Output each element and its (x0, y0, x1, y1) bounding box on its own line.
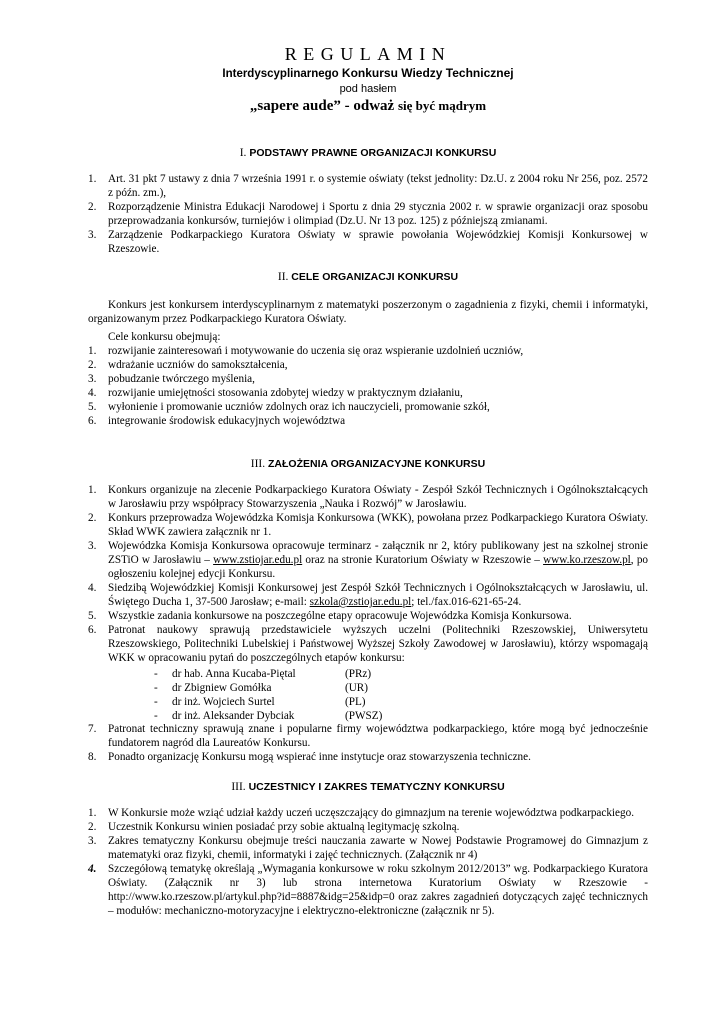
section-title: PODSTAWY PRAWNE ORGANIZACJI KONKURSU (249, 147, 497, 159)
patrons-list (88, 667, 648, 723)
list-item (88, 200, 648, 228)
item-number: 1. (88, 807, 97, 819)
item-text: Szczegółową tematykę określają „Wymagania konkursowe w roku szkolnym 2012/2013” wg. Podkarpackiego Kuratora Oświaty. (Załącznik nr 3) lub strona internetowa Kuratorium Oświaty w Rzeszowie - http://www.ko.rzeszow.pl/artykul.php?id=8887&idg=25&idp=0 oraz zakres zagadnień dotyczących zajęć technicznych – modułów: mechaniczno-motoryzacyjne i elektryczno-elektroniczne (załącznik nr 5). (108, 863, 648, 917)
email-link[interactable]: szkola@zstiojar.edu.pl (309, 596, 412, 608)
list-item (88, 483, 648, 511)
bullet-dash: - (154, 682, 158, 694)
section-heading-legal-basis (88, 146, 648, 160)
section-title: CELE ORGANIZACJI KONKURSU (291, 271, 459, 283)
list-item (88, 400, 648, 414)
patron-name: dr inż. Aleksander Dybciak (172, 710, 295, 722)
patron-institution: (PWSZ) (345, 710, 383, 722)
legal-basis-list (88, 172, 648, 256)
contest-name (88, 66, 648, 81)
patron-name: dr hab. Anna Kucaba-Piętal (172, 668, 296, 680)
item-number: 6. (88, 624, 97, 636)
patron-row (88, 709, 648, 723)
item-text-part1: Wojewódzka Komisja Konkursowa opracowuje terminarz - załącznik nr 2, który publikowany jest na szkolnej stronie ZSTiO w Jarosławiu – (108, 540, 648, 566)
item-text: Art. 31 pkt 7 ustawy z dnia 7 września 1991 r. o systemie oświaty (tekst jednolity: Dz.U. z 2004 roku Nr 256, poz. 2572 z późn. zm.), (108, 173, 648, 199)
list-item (88, 806, 648, 820)
item-number: 3. (88, 540, 97, 552)
item-number: 4. (88, 582, 97, 594)
list-item (88, 581, 648, 609)
item-text: Patronat naukowy sprawują przedstawiciele wyższych uczelni (Politechniki Rzeszowskiej, Uniwersytetu Rzeszowskiego, Politechniki Lubelskiej i Państwowej Wyższej Szkoły Zawodowej w Jarosławiu), którzy wspomagają WKK w opracowaniu pytań do poszczególnych etapów konkursu: (108, 624, 648, 664)
patron-name: dr inż. Wojciech Surtel (172, 696, 275, 708)
list-item (88, 820, 648, 834)
item-number: 5. (88, 401, 97, 413)
list-item (88, 862, 648, 918)
item-text: Zarządzenie Podkarpackiego Kuratora Oświaty w sprawie powołania Wojewódzkiej Komisji Konkursowej w Rzeszowie. (108, 229, 648, 255)
section-title: UCZESTNICY I ZAKRES TEMATYCZNY KONKURSU (248, 781, 505, 793)
section-number: III. (231, 781, 249, 793)
contest-name-part2: Konkursu Wiedzy Technicznej (341, 66, 514, 80)
item-number: 2. (88, 821, 97, 833)
item-text: Rozporządzenie Ministra Edukacji Narodowej i Sportu z dnia 29 stycznia 2002 r. w sprawie organizacji oraz sposobu przeprowadzania konkursów, turniejów i olimpiad (Dz.U. Nr 13 poz. 125) z późniejszą zmianami. (108, 201, 648, 227)
patron-institution: (PL) (345, 696, 366, 708)
patron-row (88, 667, 648, 681)
motto-part2: się być mądrym (397, 98, 487, 113)
section-title: ZAŁOŻENIA ORGANIZACYJNE KONKURSU (268, 458, 486, 470)
item-text: wyłonienie i promowanie uczniów zdolnych oraz ich nauczycieli, promowanie szkół, (108, 401, 490, 413)
list-item (88, 750, 648, 764)
motto (88, 97, 648, 115)
participants-list (88, 806, 648, 918)
section-heading-participants (88, 780, 648, 794)
list-item (88, 623, 648, 665)
item-text-part3: , po ogłoszeniu kolejnej edycji Konkursu. (108, 554, 649, 580)
motto-intro: pod hasłem (339, 83, 397, 95)
item-text-part1: Siedzibą Wojewódzkiej Komisji Konkursowej jest Zespół Szkół Technicznych i Ogólnokształcących w Jarosławiu, ul. Świętego Ducha 1, 37-500 Jarosław; e-mail: (108, 582, 648, 608)
bullet-dash: - (154, 668, 158, 680)
list-item (88, 414, 648, 428)
goals-list (88, 344, 648, 428)
item-text: rozwijanie zainteresowań i motywowanie do uczenia się oraz wspieranie uzdolnień uczniów, (108, 345, 524, 357)
section-heading-organization (88, 457, 648, 471)
goals-intro-paragraph: Konkurs jest konkursem interdyscyplinarnym z matematyki poszerzonym o zagadnienia z fizyki, chemii i informatyki, organizowanym przez Podkarpackiego Kuratora Oświaty. (88, 299, 648, 325)
item-text: Konkurs organizuje na zlecenie Podkarpackiego Kuratora Oświaty - Zespół Szkół Technicznych i Ogólnokształcących w Jarosławiu przy współpracy Stowarzyszenia „Nauka i Rozwój” w Jarosławiu. (108, 484, 648, 510)
patron-institution: (PRz) (345, 668, 372, 680)
item-number: 4. (88, 387, 97, 399)
section-heading-goals (88, 270, 648, 284)
bullet-dash: - (154, 710, 158, 722)
item-text: wdrażanie uczniów do samokształcenia, (108, 359, 288, 371)
document-title: REGULAMIN (284, 44, 452, 64)
list-item (88, 722, 648, 750)
list-item (88, 609, 648, 623)
item-number: 1. (88, 484, 97, 496)
list-item (88, 386, 648, 400)
item-text: rozwijanie umiejętności stosowania zdobytej wiedzy w praktycznym działaniu, (108, 387, 463, 399)
list-item (88, 344, 648, 358)
organization-list-continued (88, 722, 648, 764)
item-number: 3. (88, 229, 97, 241)
item-text: Patronat techniczny sprawują znane i popularne firmy województwa podkarpackiego, które mogą być jednocześnie fundatorem nagród dla Laureatów Konkursu. (108, 723, 648, 749)
section-number: I. (239, 147, 250, 159)
item-text: Ponadto organizację Konkursu mogą wspierać inne instytucje oraz stowarzyszenia techniczne. (108, 751, 531, 763)
item-number: 5. (88, 610, 97, 622)
item-text: pobudzanie twórczego myślenia, (108, 373, 255, 385)
section-number: III. (250, 458, 269, 470)
item-text: Wszystkie zadania konkursowe na poszczególne etapy opracowuje Wojewódzka Komisja Konkursowa. (108, 610, 572, 622)
item-text: Konkurs przeprowadza Wojewódzka Komisja Konkursowa (WKK), powołana przez Podkarpackiego Kuratora Oświaty. Skład WWK zawiera załącznik nr 1. (108, 512, 648, 538)
item-number: 6. (88, 415, 97, 427)
section-number: II. (277, 271, 292, 283)
item-number: 2. (88, 512, 97, 524)
bullet-dash: - (154, 696, 158, 708)
list-item (88, 228, 648, 256)
item-number: 3. (88, 835, 97, 847)
curatorium-website-link[interactable]: www.ko.rzeszow.pl (543, 554, 631, 566)
organization-list (88, 483, 648, 665)
item-text: W Konkursie może wziąć udział każdy uczeń uczęszczający do gimnazjum na terenie województwa podkarpackiego. (108, 807, 634, 819)
patron-institution: (UR) (345, 682, 368, 694)
item-number: 8. (88, 751, 97, 763)
item-text: Uczestnik Konkursu winien posiadać przy sobie aktualną legitymację szkolną. (108, 821, 460, 833)
item-number: 1. (88, 345, 97, 357)
item-text: integrowanie środowisk edukacyjnych województwa (108, 415, 346, 427)
item-number: 4. (88, 863, 97, 875)
item-number: 2. (88, 201, 97, 213)
list-item (88, 372, 648, 386)
list-item (88, 834, 648, 862)
item-number: 7. (88, 723, 97, 735)
list-item (88, 511, 648, 539)
item-number: 2. (88, 359, 97, 371)
school-website-link[interactable]: www.zstiojar.edu.pl (213, 554, 303, 566)
patron-name: dr Zbigniew Gomółka (172, 682, 272, 694)
item-text-part2: oraz na stronie Kuratorium Oświaty w Rzeszowie – (302, 554, 544, 566)
goals-lead: Cele konkursu obejmują: (108, 331, 221, 343)
contest-name-part1: Interdyscyplinarnego (222, 68, 342, 80)
patron-row (88, 681, 648, 695)
item-number: 1. (88, 173, 97, 185)
list-item (88, 539, 648, 581)
list-item (88, 358, 648, 372)
motto-part1: „sapere aude” - odważ (249, 98, 398, 114)
item-number: 3. (88, 373, 97, 385)
item-text: Zakres tematyczny Konkursu obejmuje treści nauczania zawarte w Nowej Podstawie Programowej do Gimnazjum z matematyki oraz fizyki, chemii, informatyki i zajęć technicznych. (Załącznik nr 4) (108, 835, 648, 861)
item-text-part2: ; tel./fax.016-621-65-24. (411, 596, 522, 608)
patron-row (88, 695, 648, 709)
list-item (88, 172, 648, 200)
